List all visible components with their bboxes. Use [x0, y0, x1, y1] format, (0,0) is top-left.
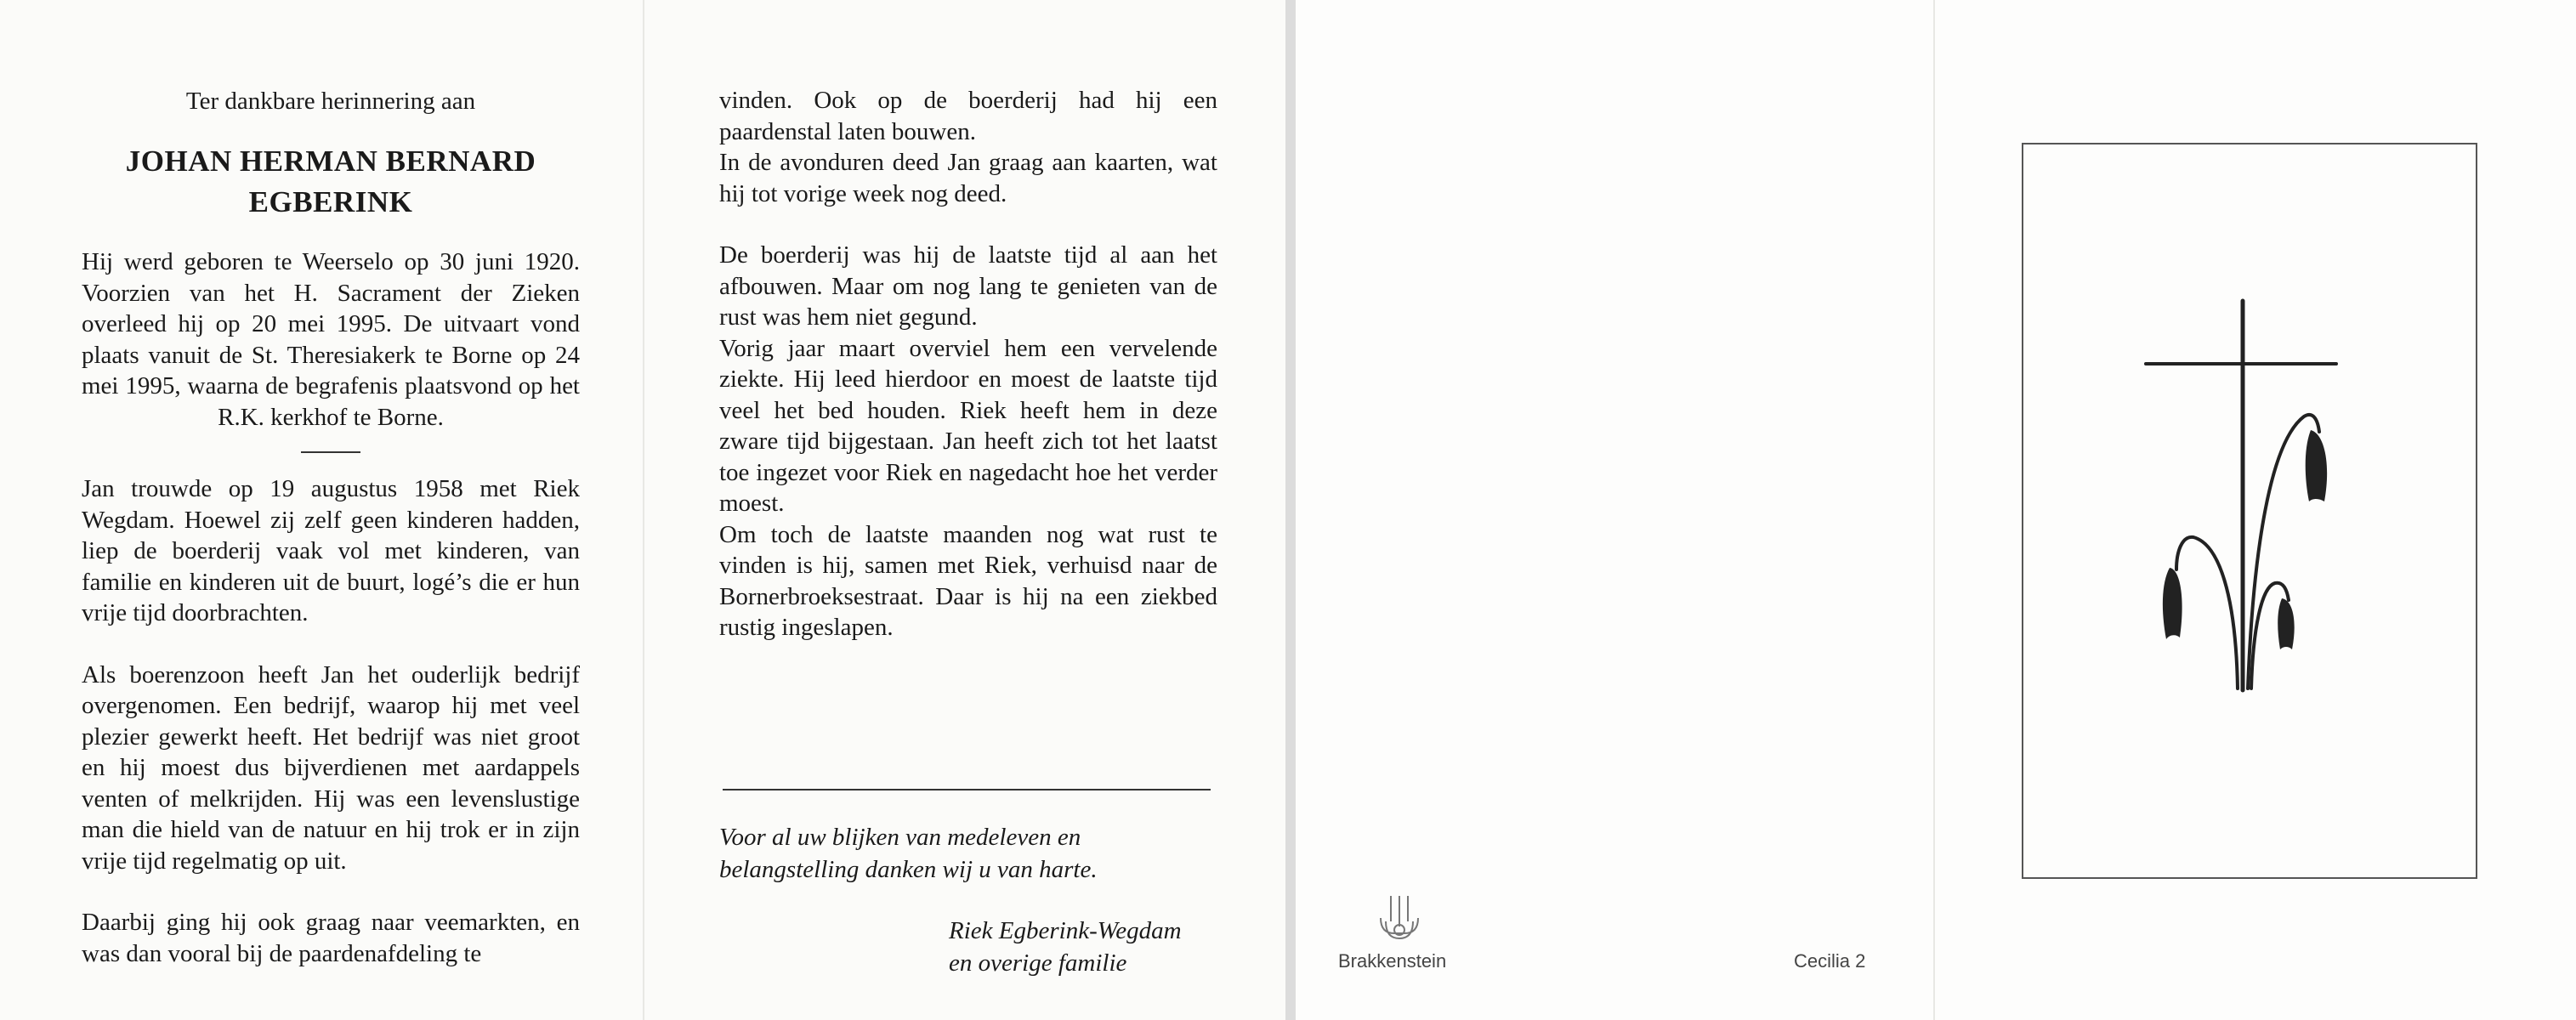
name-line-1: JOHAN HERMAN BERNARD: [125, 144, 536, 178]
publisher-name: Brakkenstein: [1338, 950, 1447, 972]
name-line-2: EGBERINK: [248, 185, 413, 218]
panel-biography-1: [82, 85, 580, 969]
farm-paragraph: Als boerenzoon heeft Jan het ouderlijk bedrijf overgenomen. Een bedrijf, waarop hij met veel plezier gewerkt heeft. Het bedrijf was niet groot en hij moest dus bijverdienen met aardappels venten of melkrijden. Hij was een levenslustige man die hield van de natuur en hij trok er in zijn vrije tijd regelmatig op uit.: [82, 660, 580, 875]
signature: [949, 915, 1229, 979]
illness-paragraph: Vorig jaar maart overviel hem een vervelende ziekte. Hij leed hierdoor en moest de laatste tijd veel het bed houden. Riek heeft hem in deze zware tijd bijgestaan. Jan heeft zich tot het laatst toe ingezet voor Riek en nagedacht hoe het verder moest.: [719, 334, 1217, 517]
marriage-paragraph: Jan trouwde op 19 augustus 1958 met Riek Wegdam. Hoewel zij zelf geen kinderen hadden, liep de boerderij vaak vol met kinderen, van familie en kinderen uit de buurt, logé’s die er hun vrije tijd doorbrachten.: [82, 475, 580, 626]
deceased-name: [82, 141, 580, 223]
cards-paragraph: In de avonduren deed Jan graag aan kaarten, wat hij tot vorige week nog deed.: [719, 149, 1217, 207]
move-paragraph: Om toch de laatste maanden nog wat rust te vinden is hij, samen met Riek, verhuisd naar de Bornerbroeksestraat. Daar is hij na een ziekbed rustig ingeslapen.: [719, 520, 1217, 641]
signature-line-1: Riek Egberink-Wegdam: [949, 917, 1182, 944]
thanks-text: Voor al uw blijken van medeleven en belangstelling danken wij u van harte.: [719, 824, 1098, 883]
markets-paragraph: Daarbij ging hij ook graag naar veemarkten, en was dan vooral bij de paardenafdeling te: [82, 909, 580, 967]
cross-with-wheat-icon: [2142, 298, 2346, 697]
signature-line-2: en overige familie: [949, 949, 1127, 977]
intro-text: Ter dankbare herinnering aan: [185, 88, 476, 115]
birth-paragraph: Hij werd geboren te Weerselo op 30 juni 1920. Voorzien van het H. Sacrament der Zieken overleed hij op 20 mei 1995. De uitvaart vond plaats vanuit de St. Theresiakerk te Borne op 24 mei 1995, waarna de begrafenis plaatsvond op het R.K. kerkhof te Borne.: [82, 248, 580, 431]
long-divider: [723, 789, 1211, 790]
panel-biography-2: [719, 85, 1217, 643]
brakkenstein-logo-icon: [1365, 892, 1433, 949]
stable-paragraph: vinden. Ook op de boerderij had hij een paardenstal laten bouwen.: [719, 87, 1217, 145]
series-label: Cecilia 2: [1794, 950, 1866, 972]
fold-line: [1933, 0, 1935, 1020]
short-divider: [301, 451, 360, 453]
retire-paragraph: De boerderij was hij de laatste tijd al aan het afbouwen. Maar om nog lang te genieten van de rust was hem niet gegund.: [719, 241, 1217, 331]
fold-line: [643, 0, 644, 1020]
